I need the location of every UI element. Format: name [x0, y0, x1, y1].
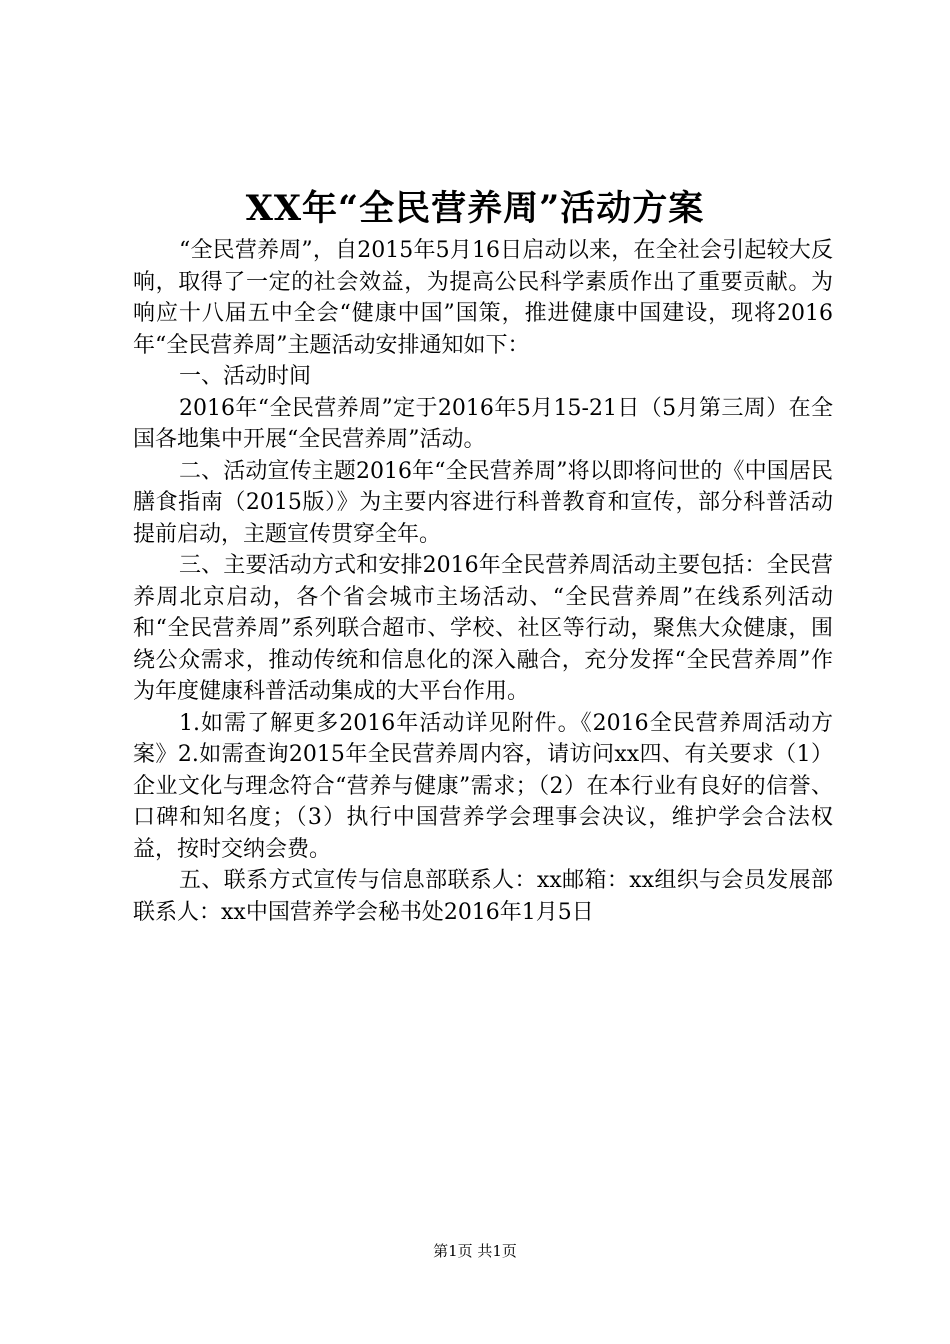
- paragraph-intro: “全民营养周”，自2015年5月16日启动以来，在全社会引起较大反响，取得了一定的社会效益，为提高公民科学素质作出了重要贡献。为响应十八届五中全会“健康中国”国策，推进健康中国建设，现将2016年“全民营养周”主题活动安排通知如下：: [133, 238, 833, 358]
- document-body: [133, 235, 833, 928]
- paragraph-theme: 二、活动宣传主题2016年“全民营养周”将以即将问世的《中国居民膳食指南（2015版）》为主要内容进行科普教育和宣传，部分科普活动提前启动，主题宣传贯穿全年。: [133, 458, 833, 547]
- document-title: XX年“全民营养周”活动方案: [245, 188, 705, 229]
- page-footer: 第1页 共1页: [433, 1242, 517, 1260]
- section-heading-time: 一、活动时间: [179, 364, 312, 389]
- paragraph-activities: 三、主要活动方式和安排2016年全民营养周活动主要包括：全民营养周北京启动，各个省会城市主场活动、“全民营养周”在线系列活动和“全民营养周”系列联合超市、学校、社区等行动，聚焦大众健康，围绕公众需求，推动传统和信息化的深入融合，充分发挥“全民营养周”作为年度健康科普活动集成的大平台作用。: [133, 553, 833, 704]
- paragraph-contact: 五、联系方式宣传与信息部联系人：xx邮箱：xx组织与会员发展部联系人：xx中国营养学会秘书处2016年1月5日: [133, 868, 833, 925]
- paragraph-requirements: 1.如需了解更多2016年活动详见附件。《2016全民营养周活动方案》2.如需查询2015年全民营养周内容，请访问xx四、有关要求（1）企业文化与理念符合“营养与健康”需求；（2）在本行业有良好的信誉、口碑和知名度；（3）执行中国营养学会理事会决议，维护学会合法权益，按时交纳会费。: [133, 710, 833, 862]
- paragraph-time: 2016年“全民营养周”定于2016年5月15-21日（5月第三周）在全国各地集中开展“全民营养周”活动。: [133, 395, 833, 452]
